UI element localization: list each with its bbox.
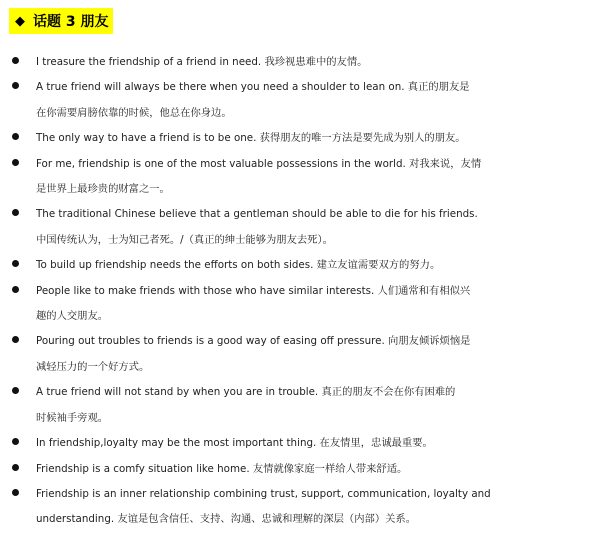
bullet-dot-icon bbox=[12, 260, 19, 267]
phrase-text-line: In friendship,loyalty may be the most important thing. 在友情里，忠诚最重要。 bbox=[36, 437, 433, 450]
list-item bbox=[0, 50, 599, 75]
phrase-text-line: Pouring out troubles to friends is a good way of easing off pressure. 向朋友倾诉烦恼是 bbox=[36, 335, 471, 348]
bullet-dot-icon bbox=[12, 387, 19, 394]
bullet-dot-icon bbox=[12, 159, 19, 166]
phrase-text-line: A true friend will not stand by when you are in trouble. 真正的朋友不会在你有困难的 bbox=[36, 386, 456, 399]
list-item bbox=[0, 329, 599, 380]
bullet-dot-icon bbox=[12, 464, 19, 471]
bullet-dot-icon bbox=[12, 133, 19, 140]
bullet-dot-icon bbox=[12, 336, 19, 343]
phrase-text-line: The only way to have a friend is to be one. 获得朋友的唯一方法是要先成为别人的朋友。 bbox=[36, 132, 466, 145]
phrase-text-line: 在你需要肩膀依靠的时候，他总在你身边。 bbox=[36, 106, 232, 119]
bullet-dot-icon bbox=[12, 82, 19, 89]
list-item bbox=[0, 380, 599, 431]
bullet-dot-icon bbox=[12, 57, 19, 64]
topic-title-text: 话题 3 朋友 bbox=[33, 14, 109, 30]
phrase-text-line: 减轻压力的一个好方式。 bbox=[36, 360, 150, 373]
phrase-text-line: Friendship is a comfy situation like home. 友情就像家庭一样给人带来舒适。 bbox=[36, 462, 408, 475]
list-item bbox=[0, 457, 599, 482]
bullet-dot-icon bbox=[12, 286, 19, 293]
diamond-bullet-icon: ◆ bbox=[15, 13, 25, 29]
list-item bbox=[0, 482, 599, 533]
phrase-text-line: Friendship is an inner relationship combining trust, support, communication, loyalty and bbox=[36, 487, 491, 500]
list-item bbox=[0, 279, 599, 330]
phrase-text-line: 时候袖手旁观。 bbox=[36, 411, 109, 424]
list-item bbox=[0, 253, 599, 278]
list-item bbox=[0, 152, 599, 203]
list-item bbox=[0, 126, 599, 151]
bullet-dot-icon bbox=[12, 438, 19, 445]
bullet-dot-icon bbox=[12, 209, 19, 216]
bullet-dot-icon bbox=[12, 489, 19, 496]
topic-title bbox=[9, 8, 113, 34]
phrase-text-line: understanding. 友谊是包含信任、支持、沟通、忠诚和理解的深层（内部）关系。 bbox=[36, 513, 417, 526]
phrase-text-line: 是世界上最珍贵的财富之一。 bbox=[36, 183, 170, 196]
phrase-text-line: 中国传统认为，士为知己者死。/（真正的绅士能够为朋友去死）。 bbox=[36, 233, 333, 246]
phrase-list bbox=[0, 50, 599, 533]
list-item bbox=[0, 431, 599, 456]
phrase-text-line: To build up friendship needs the efforts on both sides. 建立友谊需要双方的努力。 bbox=[36, 259, 441, 272]
list-item bbox=[0, 202, 599, 253]
phrase-text-line: A true friend will always be there when you need a shoulder to lean on. 真正的朋友是 bbox=[36, 81, 470, 94]
list-item bbox=[0, 75, 599, 126]
phrase-text-line: People like to make friends with those who have similar interests. 人们通常和有相似兴 bbox=[36, 284, 471, 297]
phrase-text-line: I treasure the friendship of a friend in need. 我珍视患难中的友情。 bbox=[36, 56, 368, 68]
phrase-text-line: 趣的人交朋友。 bbox=[36, 310, 109, 323]
phrase-text-line: For me, friendship is one of the most valuable possessions in the world. 对我来说，友情 bbox=[36, 157, 482, 170]
phrase-text-line: The traditional Chinese believe that a gentleman should be able to die for his friends. bbox=[36, 208, 478, 221]
